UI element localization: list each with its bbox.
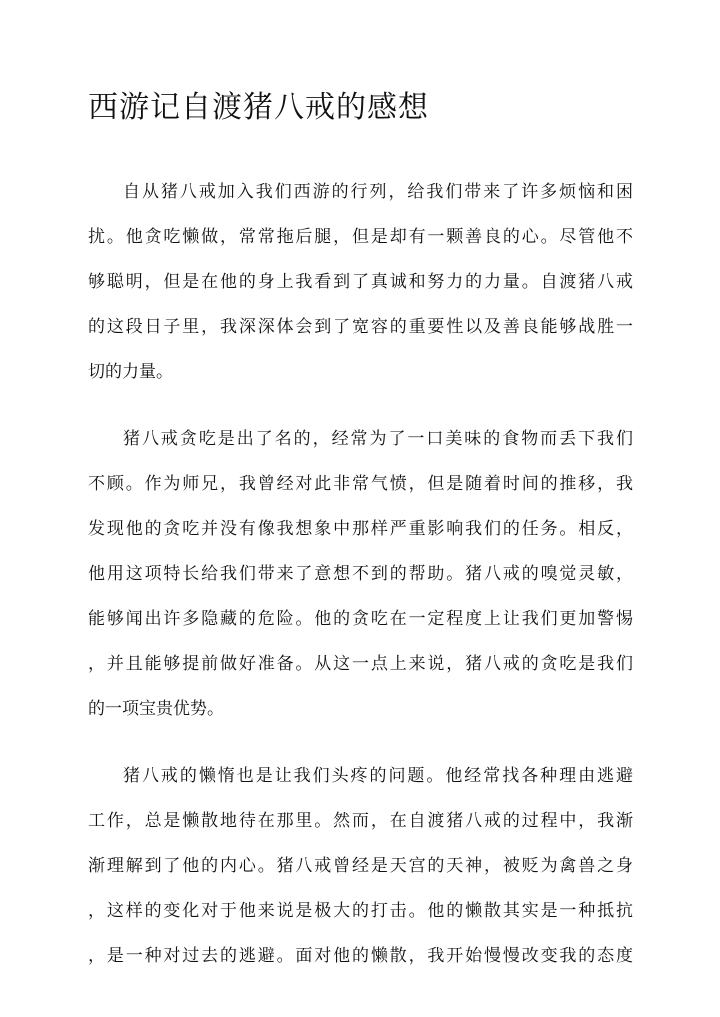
paragraph-line: ，是一种对过去的逃避。面对他的懒散，我开始慢慢改变我的态度 [88,946,633,966]
paragraph-3 [88,754,633,979]
paragraph-line: 能够闻出许多隐藏的危险。他的贪吃在一定程度上让我们更加警惕 [88,609,633,629]
paragraph-line: 扰。他贪吃懒做，常常拖后腿，但是却有一颗善良的心。尽管他不 [88,227,633,247]
paragraph-line: 切的力量。 [88,362,173,382]
paragraph-line: ，这样的变化对于他来说是极大的打击。他的懒散其实是一种抵抗 [88,901,633,921]
paragraph-line: 自从猪八戒加入我们西游的行列，给我们带来了许多烦恼和困 [123,182,633,202]
paragraph-2 [88,417,633,732]
paragraph-line: 工作，总是懒散地待在那里。然而，在自渡猪八戒的过程中，我渐 [88,811,633,831]
paragraph-1 [88,170,633,395]
paragraph-line: 他用这项特长给我们带来了意想不到的帮助。猪八戒的嗅觉灵敏， [88,564,633,584]
paragraph-line: 渐理解到了他的内心。猪八戒曾经是天宫的天神，被贬为禽兽之身 [88,856,633,876]
document-body [88,170,633,1001]
paragraph-line: 的一项宝贵优势。 [88,699,224,719]
document-title: 西游记自渡猪八戒的感想 [88,90,429,125]
paragraph-line: 够聪明，但是在他的身上我看到了真诚和努力的力量。自渡猪八戒 [88,272,633,292]
paragraph-line: 猪八戒贪吃是出了名的，经常为了一口美味的食物而丢下我们 [123,429,633,449]
paragraph-line: 猪八戒的懒惰也是让我们头疼的问题。他经常找各种理由逃避 [123,766,633,786]
paragraph-line: 不顾。作为师兄，我曾经对此非常气愤，但是随着时间的推移，我 [88,474,633,494]
paragraph-line: 发现他的贪吃并没有像我想象中那样严重影响我们的任务。相反， [88,519,633,539]
paragraph-line: ，并且能够提前做好准备。从这一点上来说，猪八戒的贪吃是我们 [88,654,633,674]
paragraph-line: 的这段日子里，我深深体会到了宽容的重要性以及善良能够战胜一 [88,317,633,337]
